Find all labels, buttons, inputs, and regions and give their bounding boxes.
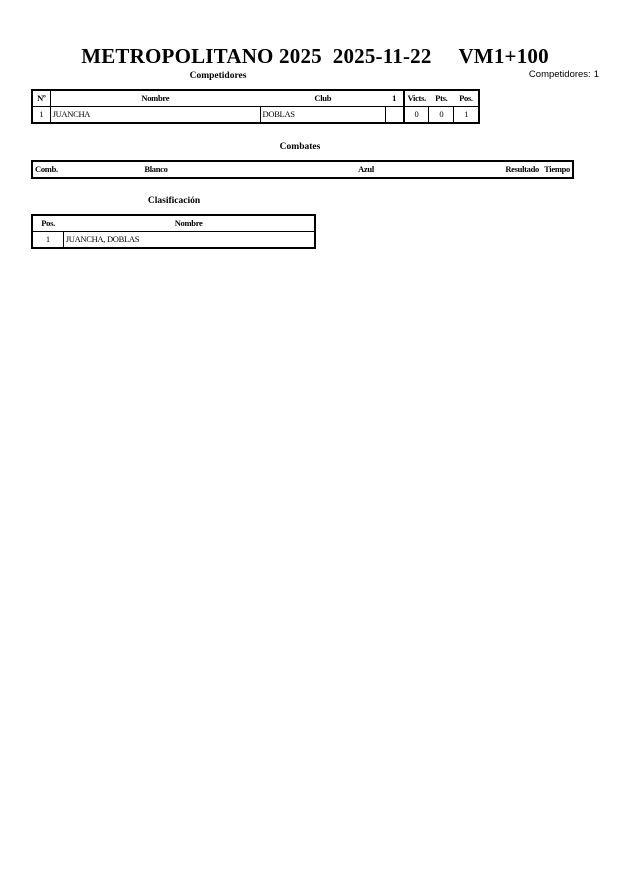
combates-section-title: Combates [279,142,321,152]
competitors-count-value: 1 [593,69,599,80]
cell-pos: 1 [32,232,63,249]
header-azul: Azul [358,164,374,174]
header-club: Club [260,90,386,107]
cell-pos: 1 [464,109,469,119]
header-comb: Comb. [35,164,58,174]
cell-num: 1 [32,107,50,124]
header-resultado: Resultado [505,164,539,174]
clasificacion-table [31,214,316,249]
cell-victs: 0 [404,107,429,124]
header-nombre: Nombre [50,90,260,107]
header-tiempo: Tiempo [544,164,570,174]
competidores-table [31,89,480,124]
table-header-row [32,90,479,107]
combates-table [31,160,574,179]
table-header-row [32,161,573,178]
header-pos: Pos. [32,215,63,232]
header-blanco: Blanco [144,164,168,174]
table-header-row [32,215,315,232]
table-row [32,232,315,249]
header-pos: Pos. [454,90,479,107]
cell-club: DOBLAS [260,107,386,124]
competidores-section-title: Competidores [189,71,247,81]
clasificacion-section-title: Clasificación [147,196,201,206]
header-round-1: 1 [386,90,404,107]
header-num: Nº [32,90,50,107]
header-nombre: Nombre [63,215,315,232]
table-row [32,107,479,124]
cell-pts: 0 [429,107,454,124]
page-title: METROPOLITANO 2025 2025-11-22 VM1+100 [81,44,549,68]
cell-round-1 [386,107,404,124]
cell-nombre: JUANCHA, DOBLAS [65,234,140,244]
header-pts: Pts. [429,90,454,107]
cell-nombre: JUANCHA [50,107,260,124]
competitors-count [526,69,599,80]
header-victs: Victs. [404,90,429,107]
competitors-count-label: Competidores: [528,69,591,80]
